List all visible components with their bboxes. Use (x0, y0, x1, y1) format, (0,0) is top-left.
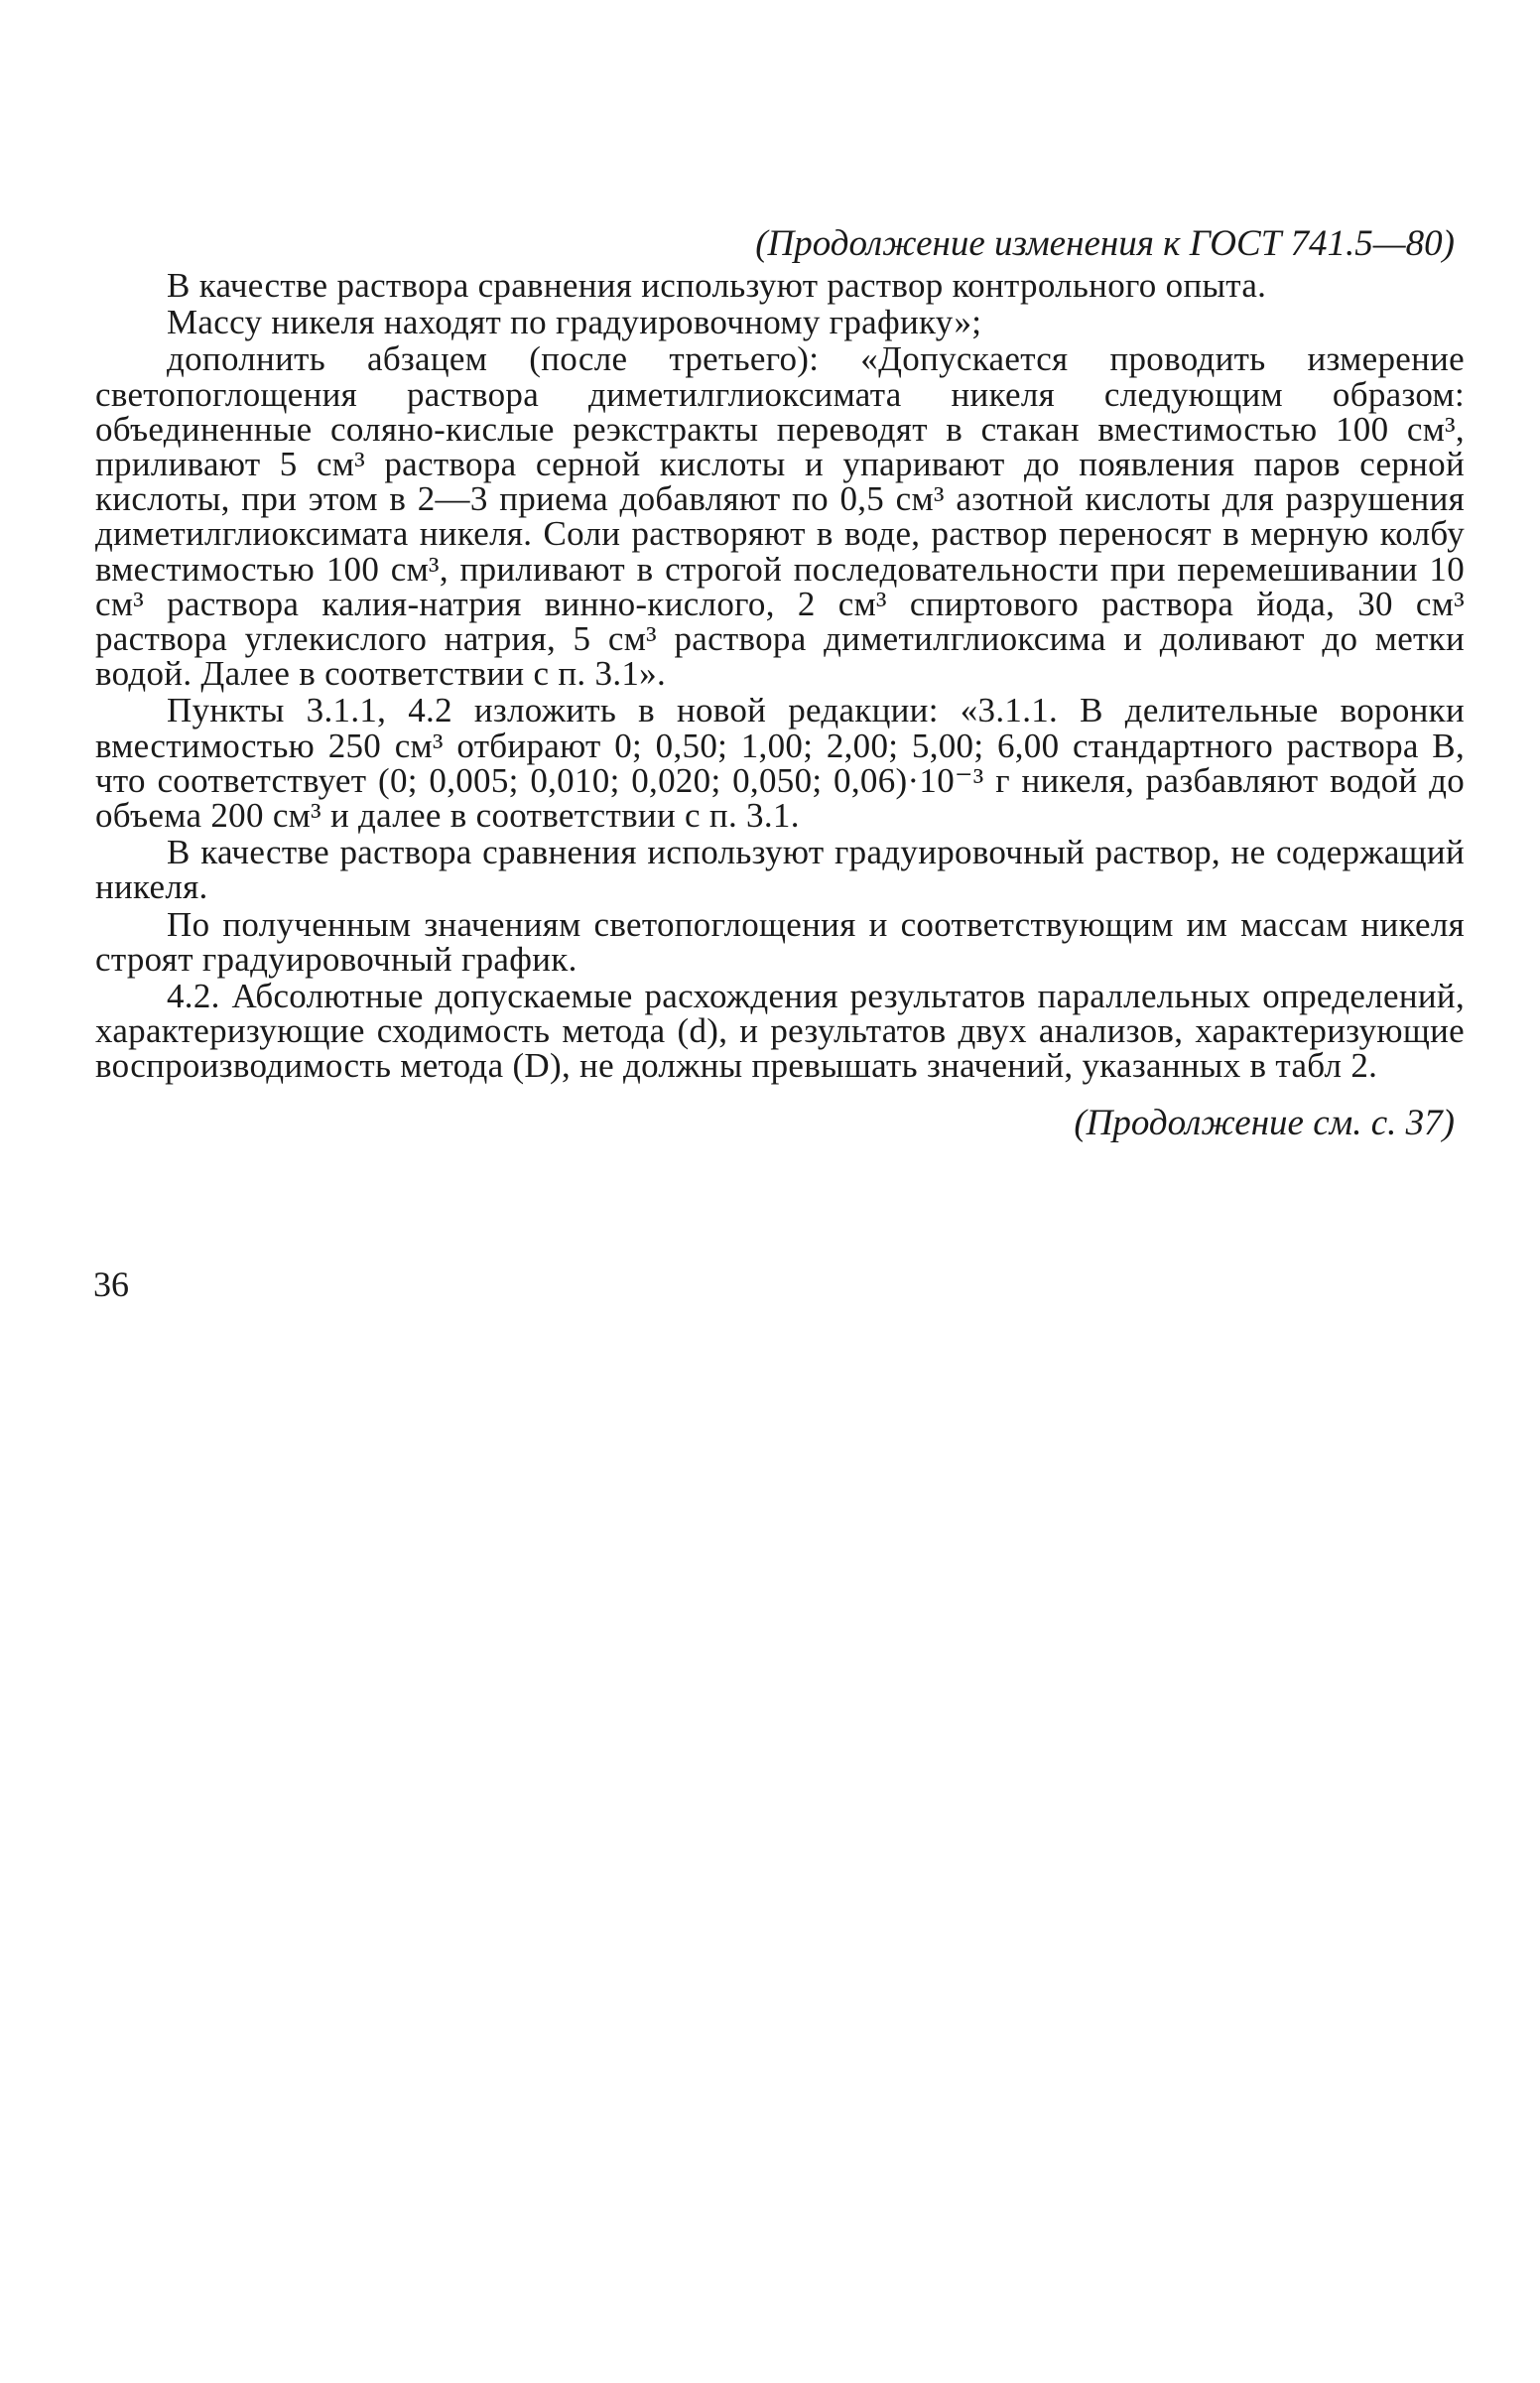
paragraph: В качестве раствора сравнения используют раствор контрольного опыта. (167, 266, 1267, 305)
continuation-footer: (Продолжение см. с. 37) (1074, 1102, 1455, 1143)
continuation-header: (Продолжение изменения к ГОСТ 741.5—80) (755, 223, 1455, 264)
paragraph: По полученным значениям светопоглощения и соответствующим им массам никеля строят градуировочный график. (95, 904, 1465, 979)
document-page (95, 222, 1465, 1145)
paragraph: Пункты 3.1.1, 4.2 изложить в новой редакции: «3.1.1. В делительные воронки вместимостью 250 см³ отбирают 0; 0,50; 1,00; 2,00; 5,00; 6,00 стандартного раствора В, что соответствует (0; 0,005; 0,010; 0,020; 0,050; 0,06)·10⁻³ г никеля, разбавляют водой до объема 200 см³ и далее в соответствии с п. 3.1. (95, 691, 1465, 836)
paragraph: Массу никеля находят по градуировочному графику»; (167, 303, 982, 342)
paragraph: В качестве раствора сравнения используют градуировочный раствор, не содержащий никеля. (95, 833, 1465, 907)
paragraph: 4.2. Абсолютные допускаемые расхождения результатов параллельных определений, характеризующие сходимость метода (d), и результатов двух анализов, характеризующие воспроизводимость метода (D), не должны превышать значений, указанных в табл 2. (95, 977, 1465, 1086)
page-number: 36 (93, 1264, 129, 1304)
paragraph: дополнить абзацем (после третьего): «Допускается проводить измерение светопоглощения раствора диметилглиоксимата никеля следующим образом: объединенные соляно-кислые реэкстракты переводят в стакан вместимостью 100 см³, приливают 5 см³ раствора серной кислоты и упаривают до появления паров серной кислоты, при этом в 2—3 приема добавляют по 0,5 см³ азотной кислоты для разрушения диметилглиоксимата никеля. Соли растворяют в воде, раствор переносят в мерную колбу вместимостью 100 см³, приливают в строгой последовательности при перемешивании 10 см³ раствора калия-натрия винно-кислого, 2 см³ спиртового раствора йода, 30 см³ раствора углекислого натрия, 5 см³ раствора диметилглиоксима и доливают до метки водой. Далее в соответствии с п. 3.1». (95, 339, 1465, 694)
